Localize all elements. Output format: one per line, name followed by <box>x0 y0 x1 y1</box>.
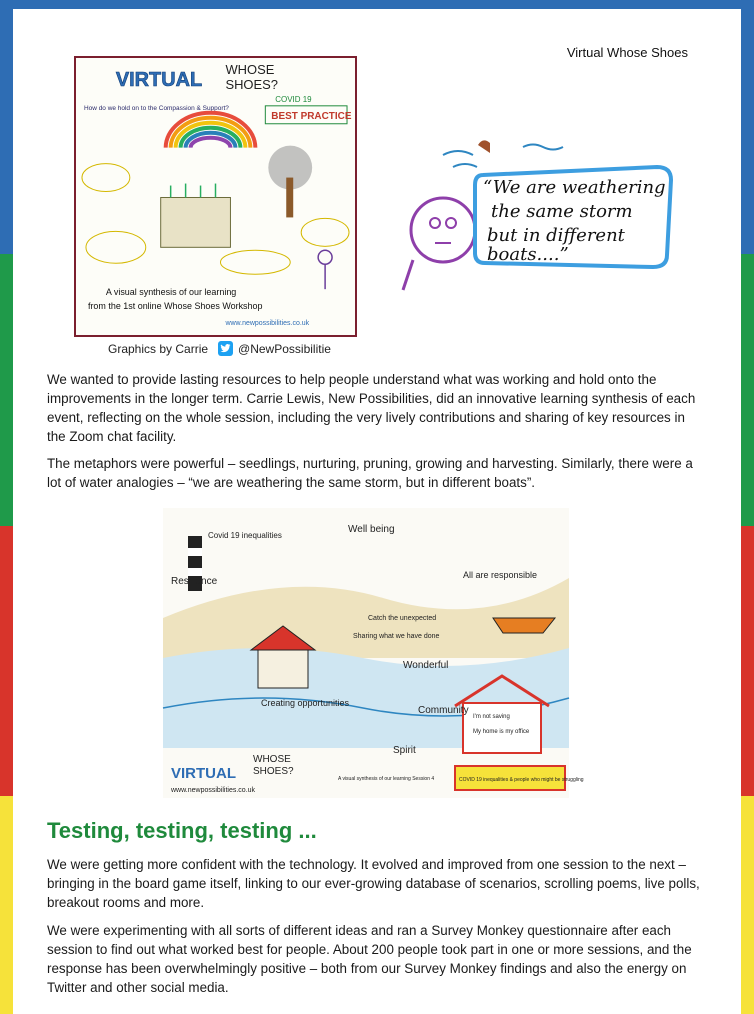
right-band-blue <box>741 0 754 254</box>
synthesis-caption: A visual synthesis of our learning Session 4 <box>338 776 435 782</box>
right-band-yellow <box>741 796 754 1014</box>
synthesis-sharing: Sharing what we have done <box>353 633 440 640</box>
left-band-green <box>0 254 13 526</box>
right-band-red <box>741 526 754 796</box>
poster-url: www.newpossibilities.co.uk <box>225 320 310 328</box>
graphics-by-label: Graphics by Carrie <box>108 341 209 356</box>
twitter-handle: @NewPossibilitie <box>238 341 331 356</box>
poster-question: How do we hold on to the Compassion & Support? <box>83 104 229 112</box>
poster-brand-virtual: VIRTUAL <box>115 68 203 91</box>
paragraph-metaphors: The metaphors were powerful – seedlings, nurturing, pruning, growing and harvesting. Similarly, there were a lot of water analogies – “we are weathering the same storm, but in different boats”. <box>47 456 693 490</box>
left-band-red <box>0 526 13 796</box>
synthesis-brand-virtual: VIRTUAL <box>171 765 236 782</box>
paragraph-lasting-resources: We wanted to provide lasting resources to help people understand what was working and hold onto the improvements in the longer term. Carrie Lewis, New Possibilities, did an innovative learning synthesis of each event, reflecting on the whole session, including the very lively contributions and sharing of key resources in the Zoom chat facility. <box>47 372 696 444</box>
synthesis-covid-inequalities: Covid 19 inequalities <box>208 531 282 540</box>
poster-caption-line2: from the 1st online Whose Shoes Workshop <box>87 301 263 312</box>
bubble-line2: the same storm <box>491 201 633 222</box>
bubble-line1: “We are weathering <box>483 177 666 198</box>
synthesis-wonderful: Wonderful <box>403 660 449 671</box>
synthesis-spirit: Spirit <box>393 745 416 756</box>
synthesis-all-responsible: All are responsible <box>463 570 538 580</box>
poster-brand-shoes: SHOES? <box>225 76 278 92</box>
session-synthesis-illustration <box>163 508 584 798</box>
synthesis-wellbeing: Well being <box>348 524 395 535</box>
right-band-green <box>741 254 754 526</box>
poster-brand-whose: WHOSE <box>225 61 275 77</box>
synthesis-home-office: My home is my office <box>473 729 530 735</box>
synthesis-community: Community <box>418 705 469 716</box>
paragraph-technology: We were getting more confident with the technology. It evolved and improved from one session to the next – bringing in the board game itself, linking to our ever-growing database of scenarios, scrolling poems, live polls, breakout rooms and more. <box>47 857 700 910</box>
left-band-blue <box>0 0 13 254</box>
top-color-band <box>0 0 754 9</box>
poster-caption-line1: A visual synthesis of our learning <box>105 287 237 298</box>
graphics-credit <box>108 341 331 356</box>
twitter-icon <box>218 341 233 356</box>
synthesis-catch-unexpected: Catch the unexpected <box>368 615 437 622</box>
poster-best-practice: BEST PRACTICE <box>271 110 352 122</box>
synthesis-brand-whose: WHOSE <box>253 754 291 765</box>
bubble-line4: boats....” <box>487 244 569 265</box>
section-heading-testing: Testing, testing, testing ... <box>47 818 317 843</box>
synthesis-creating-opportunities: Creating opportunities <box>261 698 350 708</box>
synthesis-url: www.newpossibilities.co.uk <box>171 787 256 794</box>
left-band-yellow <box>0 796 13 1014</box>
poster-covid-tag: COVID 19 <box>275 94 312 104</box>
weathering-storm-bubble <box>383 135 683 295</box>
page-header-title: Virtual Whose Shoes <box>566 45 688 60</box>
synthesis-covid-box: COVID 19 inequalities & people who might be struggling <box>459 777 584 783</box>
bubble-line3: but in different <box>487 225 625 246</box>
synthesis-brand-shoes: SHOES? <box>253 766 294 777</box>
paragraph-survey: We were experimenting with all sorts of different ideas and ran a Survey Monkey questionnaire after each session to find out what worked best for people. About 200 people took part in one or more sessions, and the response has been overwhelmingly positive – both from our Survey Monkey findings and also the energy on Twitter and other social media. <box>47 923 692 995</box>
synthesis-resilience: Resilience <box>171 576 218 587</box>
workshop-synthesis-poster <box>74 56 357 337</box>
synthesis-not-saving: I'm not saving <box>473 714 510 720</box>
